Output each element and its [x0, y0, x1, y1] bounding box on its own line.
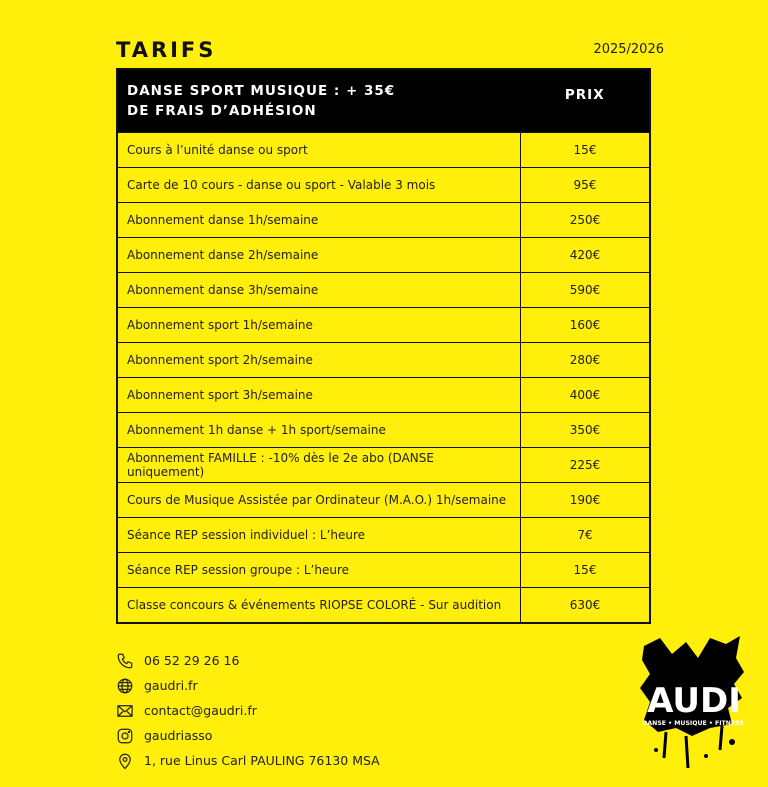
row-price: 160€: [521, 308, 651, 343]
table-row: [117, 413, 650, 448]
table-row: [117, 308, 650, 343]
table-row: [117, 343, 650, 378]
contact-email[interactable]: [116, 698, 380, 723]
row-price: 7€: [521, 518, 651, 553]
table-header-row: [117, 69, 650, 133]
table-row: [117, 378, 650, 413]
table-row: [117, 168, 650, 203]
website-link: gaudri.fr: [144, 678, 198, 693]
phone-icon: [116, 652, 134, 670]
table-row: [117, 483, 650, 518]
table-row: [117, 553, 650, 588]
row-label: Abonnement sport 1h/semaine: [117, 308, 521, 343]
row-label: Abonnement danse 3h/semaine: [117, 273, 521, 308]
address-text: 1, rue Linus Carl PAULING 76130 MSA: [144, 753, 380, 768]
table-header-label: DANSE SPORT MUSIQUE : + 35€ DE FRAIS D’ADHÉSION: [117, 69, 521, 133]
gaudri-logo: [636, 632, 748, 772]
row-price: 190€: [521, 483, 651, 518]
row-label: Cours à l’unité danse ou sport: [117, 133, 521, 168]
row-price: 400€: [521, 378, 651, 413]
table-row: [117, 203, 650, 238]
row-price: 15€: [521, 133, 651, 168]
location-pin-icon: [116, 752, 134, 770]
table-row: [117, 238, 650, 273]
social-handle: gaudriasso: [144, 728, 213, 743]
row-price: 630€: [521, 588, 651, 624]
logo-tagline: DANSE • MUSIQUE • FITNESS: [642, 720, 744, 727]
row-label: Séance REP session groupe : L’heure: [117, 553, 521, 588]
row-label: Abonnement sport 2h/semaine: [117, 343, 521, 378]
instagram-icon: [116, 727, 134, 745]
contact-address[interactable]: [116, 748, 380, 773]
row-label: Abonnement FAMILLE : -10% dès le 2e abo (DANSE uniquement): [117, 448, 521, 483]
row-label: Abonnement danse 1h/semaine: [117, 203, 521, 238]
row-price: 420€: [521, 238, 651, 273]
row-price: 280€: [521, 343, 651, 378]
logo-wordmark: AUDI: [647, 681, 741, 721]
page-title: TARIFS: [116, 38, 217, 62]
contact-phone[interactable]: [116, 648, 380, 673]
table-row: [117, 588, 650, 624]
row-label: Abonnement 1h danse + 1h sport/semaine: [117, 413, 521, 448]
row-label: Classe concours & événements RIOPSE COLORÉ - Sur audition: [117, 588, 521, 624]
row-price: 225€: [521, 448, 651, 483]
row-label: Séance REP session individuel : L’heure: [117, 518, 521, 553]
row-label: Cours de Musique Assistée par Ordinateur (M.A.O.) 1h/semaine: [117, 483, 521, 518]
mail-icon: [116, 702, 134, 720]
row-price: 95€: [521, 168, 651, 203]
contact-list: [116, 648, 380, 773]
table-row: [117, 133, 650, 168]
contact-website[interactable]: [116, 673, 380, 698]
email-address: contact@gaudri.fr: [144, 703, 257, 718]
globe-icon: [116, 677, 134, 695]
row-price: 590€: [521, 273, 651, 308]
table-row: [117, 273, 650, 308]
row-label: Abonnement sport 3h/semaine: [117, 378, 521, 413]
table-header-price: PRIX: [521, 69, 651, 133]
row-price: 250€: [521, 203, 651, 238]
table-row: [117, 518, 650, 553]
row-price: 15€: [521, 553, 651, 588]
phone-number: 06 52 29 26 16: [144, 653, 240, 668]
row-price: 350€: [521, 413, 651, 448]
pricing-table: [116, 68, 651, 624]
table-row: [117, 448, 650, 483]
row-label: Abonnement danse 2h/semaine: [117, 238, 521, 273]
contact-social[interactable]: [116, 723, 380, 748]
season-label: 2025/2026: [593, 42, 664, 57]
row-label: Carte de 10 cours - danse ou sport - Valable 3 mois: [117, 168, 521, 203]
